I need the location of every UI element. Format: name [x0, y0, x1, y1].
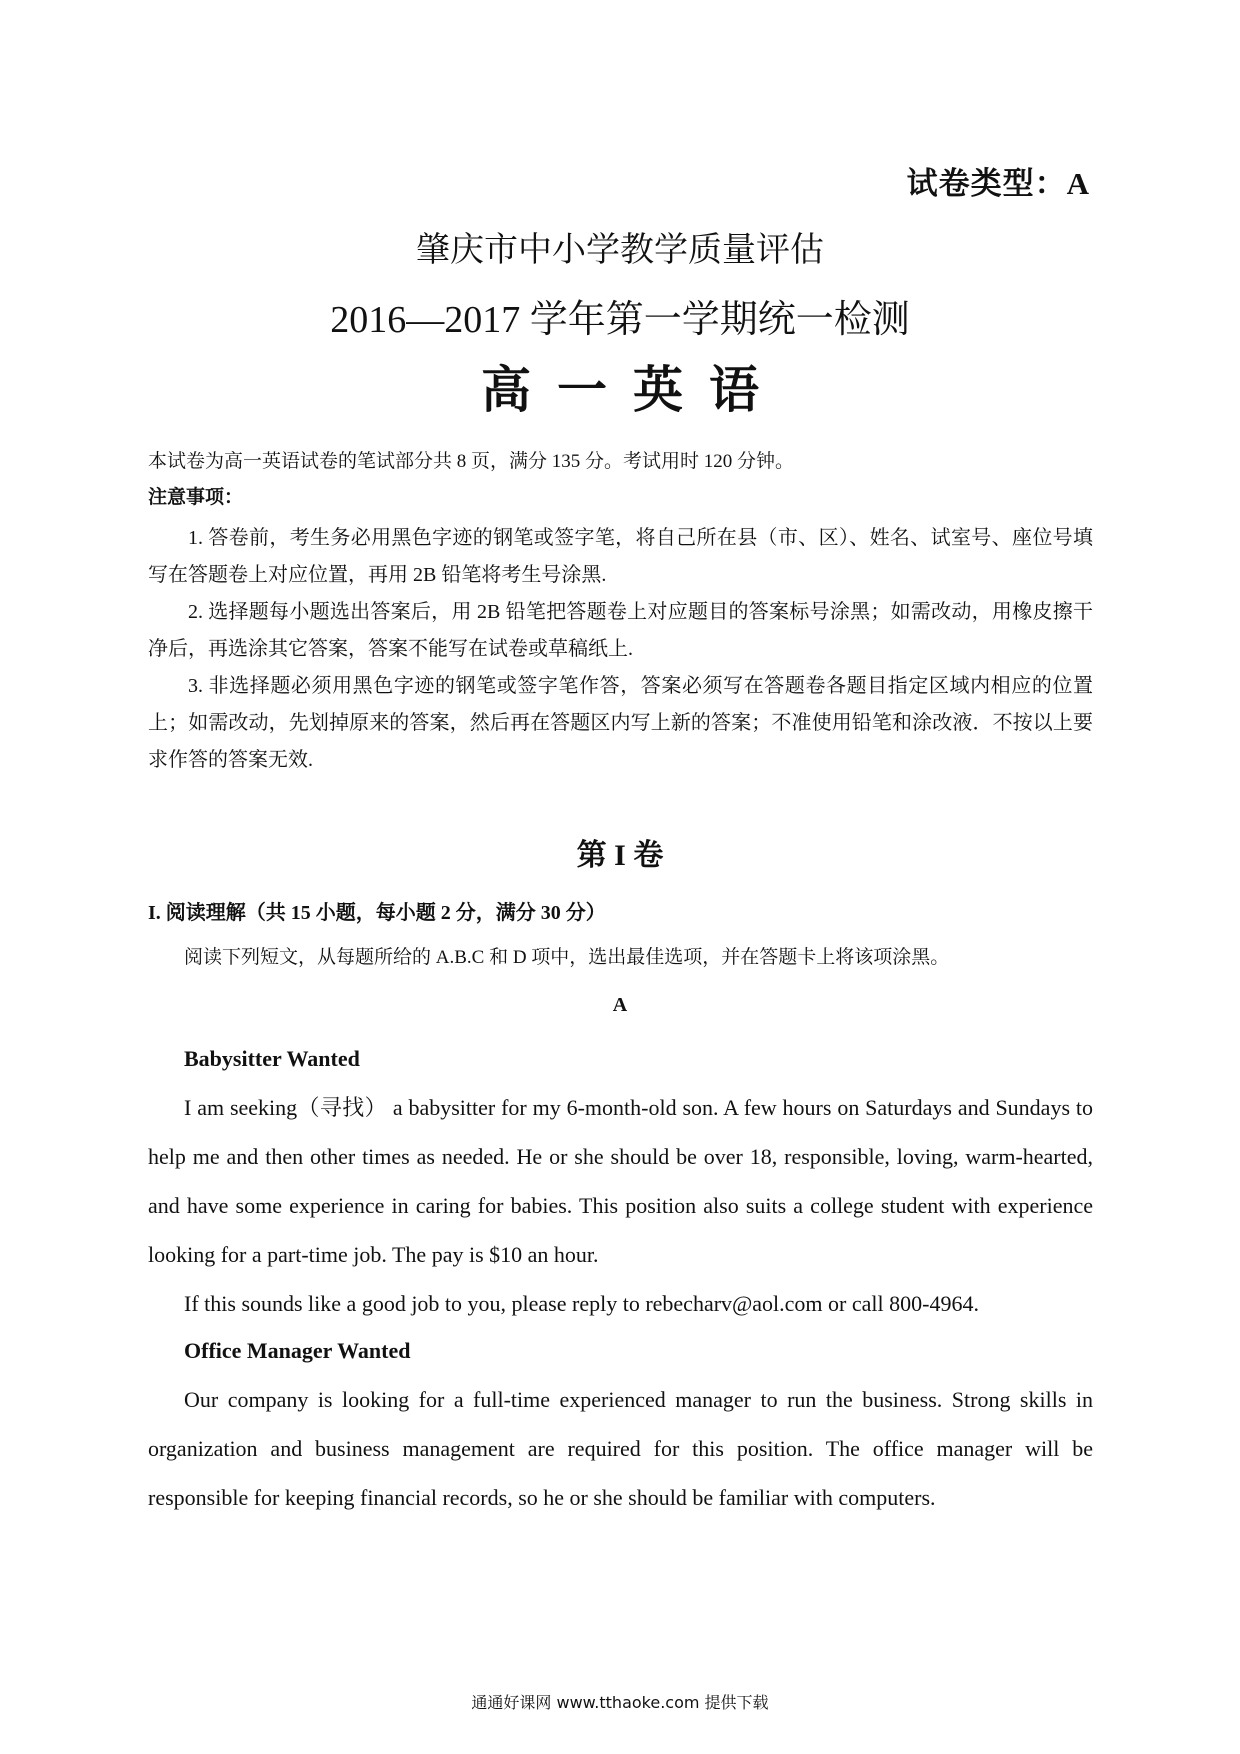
- paper-type-label: 试卷类型：A: [906, 166, 1090, 201]
- office-manager-ad: [148, 1326, 1093, 1522]
- notice-item: 3. 非选择题必须用黑色字迹的钢笔或签字笔作答，答案必须写在答题卷各题目指定区域内相应的位置上；如需改动，先划掉原来的答案，然后再在答题区内写上新的答案；不准使用铅笔和涂改液．不按以上要求作答的答案无效.: [148, 675, 1093, 771]
- part-title: 第 I 卷: [576, 839, 664, 872]
- babysitter-ad: [148, 1034, 1093, 1328]
- notice-list: [148, 520, 1093, 779]
- ad-paragraph: Our company is looking for a full-time experienced manager to run the business. Strong skills in organization and business management are required for this position. The office manager will be responsible for keeping financial records, so he or she should be familiar with computers.: [148, 1387, 1093, 1510]
- notice-item: 2. 选择题每小题选出答案后，用 2B 铅笔把答题卷上对应题目的答案标号涂黑；如需改动，用橡皮擦干净后，再选涂其它答案，答案不能写在试卷或草稿纸上.: [148, 601, 1093, 660]
- exam-intro: 本试卷为高一英语试卷的笔试部分共 8 页，满分 135 分。考试用时 120 分钟。: [148, 451, 795, 472]
- organization-title: 肇庆市中小学教学质量评估: [416, 232, 824, 269]
- section-heading: I. 阅读理解（共 15 小题，每小题 2 分，满分 30 分）: [148, 902, 606, 924]
- section-instruction: 阅读下列短文，从每题所给的 A.B.C 和 D 项中，选出最佳选项，并在答题卡上将该项涂黑。: [184, 947, 950, 968]
- ad-paragraph: I am seeking（寻找） a babysitter for my 6-month-old son. A few hours on Saturdays and Sundays to help me and then other times as needed. He or she should be over 18, responsible, loving, warm-hearted, and have some experience in caring for babies. This position also suits a college student with experience looking for a part-time job. The pay is $10 an hour.: [148, 1095, 1093, 1267]
- ad-paragraph: If this sounds like a good job to you, please reply to rebecharv@aol.com or call 800-4964.: [184, 1291, 979, 1316]
- notice-heading: 注意事项：: [148, 487, 244, 508]
- passage-letter: A: [612, 994, 628, 1016]
- ad-title: Babysitter Wanted: [184, 1046, 360, 1071]
- exam-title: 2016—2017 学年第一学期统一检测: [330, 299, 910, 341]
- ad-title: Office Manager Wanted: [184, 1338, 411, 1363]
- download-footer: 通通好课网 www.tthaoke.com 提供下载: [471, 1693, 769, 1712]
- subject-title: 高一英语: [481, 362, 785, 418]
- notice-item: 1. 答卷前，考生务必用黑色字迹的钢笔或签字笔，将自己所在县（市、区）、姓名、试室号、座位号填写在答题卷上对应位置，再用 2B 铅笔将考生号涂黑.: [148, 527, 1093, 586]
